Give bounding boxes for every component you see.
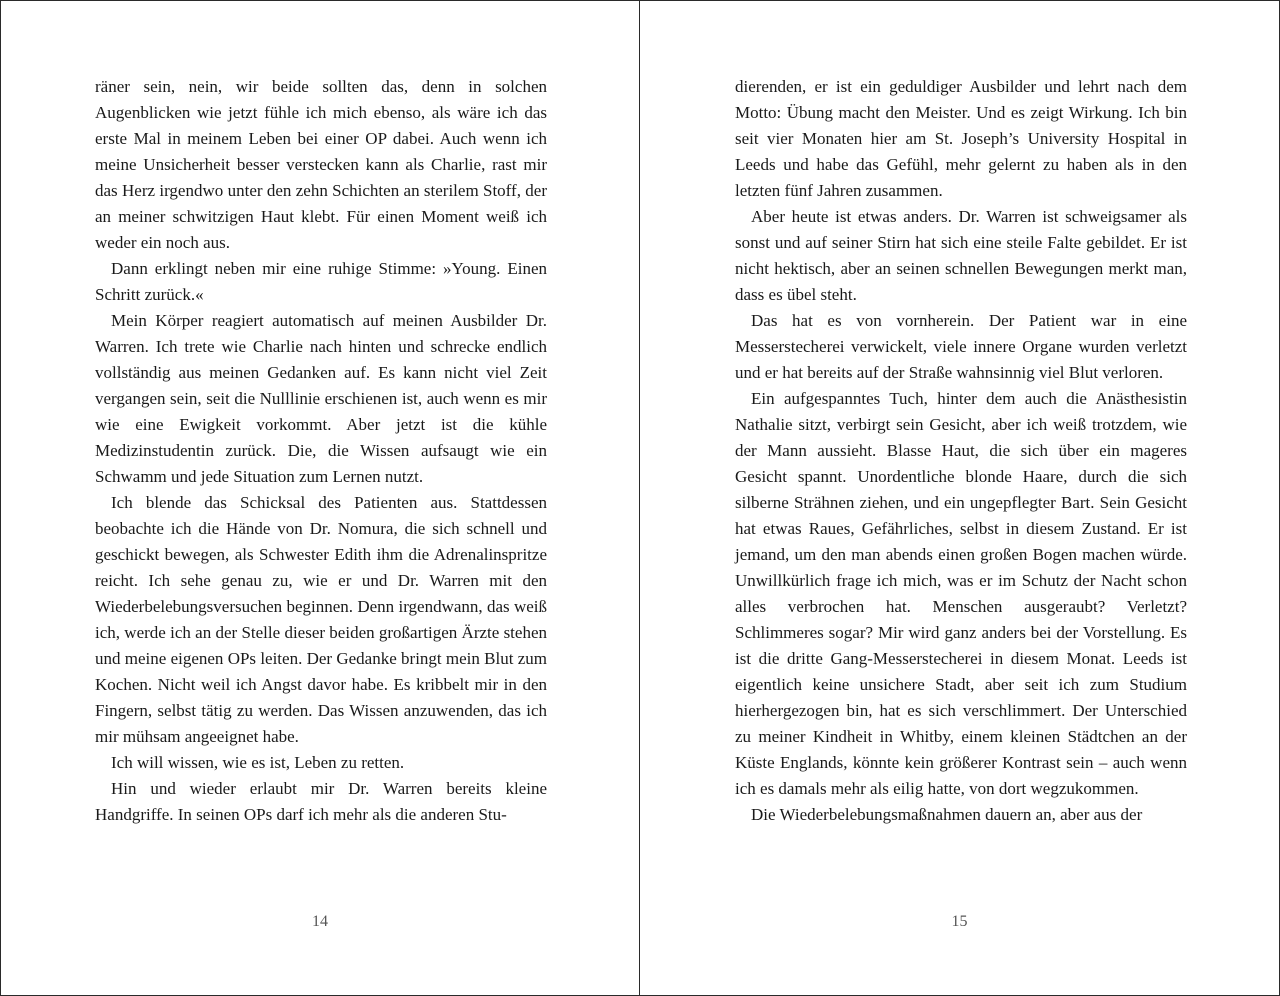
- paragraph: dierenden, er ist ein geduldiger Ausbilder und lehrt nach dem Motto: Übung macht den Meister. Und es zeigt Wirkung. Ich bin seit vier Monaten hier am St. Joseph’s University Hospital in Leeds und habe das Gefühl, mehr gelernt zu haben als in den letzten fünf Jahren zusammen.: [735, 77, 1187, 200]
- paragraph: Dann erklingt neben mir eine ruhige Stimme: »Young. Einen Schritt zurück.«: [95, 259, 547, 304]
- paragraph: Hin und wieder erlaubt mir Dr. Warren bereits kleine Handgriffe. In seinen OPs darf ich mehr als die anderen Stu-: [95, 779, 547, 824]
- paragraph: Ich will wissen, wie es ist, Leben zu retten.: [111, 753, 405, 772]
- left-page: [1, 1, 640, 995]
- paragraph: Aber heute ist etwas anders. Dr. Warren ist schweigsamer als sonst und auf seiner Stirn hat sich eine steile Falte gebildet. Er ist nicht hektisch, aber an seinen schnellen Bewegungen merkt man, dass es übel steht.: [735, 207, 1187, 304]
- paragraph: Das hat es von vornherein. Der Patient war in eine Messerstecherei verwickelt, viele innere Organe wurden verletzt und er hat bereits auf der Straße wahnsinnig viel Blut verloren.: [735, 311, 1187, 382]
- right-page: [640, 1, 1279, 995]
- right-page-text: [735, 74, 1187, 828]
- paragraph: Ich blende das Schicksal des Patienten aus. Stattdessen beobachte ich die Hände von Dr. Nomura, die sich schnell und geschickt bewegen, als Schwester Edith ihm die Adrenalinspritze reicht. Ich sehe genau zu, wie er und Dr. Warren mit den Wiederbelebungsversuchen beginnen. Denn irgendwann, das weiß ich, werde ich an der Stelle dieser beiden großartigen Ärzte stehen und meine eigenen OPs leiten. Der Gedanke bringt mein Blut zum Kochen. Nicht weil ich Angst davor habe. Es kribbelt mir in den Fingern, selbst tätig zu werden. Das Wissen anzuwenden, das ich mir mühsam angeeignet habe.: [95, 493, 547, 746]
- left-page-text: [95, 74, 547, 828]
- paragraph: räner sein, nein, wir beide sollten das, denn in solchen Augenblicken wie jetzt fühle ich mich ebenso, als wäre ich das erste Mal in meinem Leben bei einer OP dabei. Auch wenn ich meine Unsicherheit besser verstecken kann als Charlie, rast mir das Herz irgendwo unter den zehn Schichten an sterilem Stoff, der an meiner schwitzigen Haut klebt. Für einen Moment weiß ich weder ein noch aus.: [95, 77, 547, 252]
- page-number: 14: [312, 913, 328, 930]
- page-number: 15: [951, 913, 968, 930]
- paragraph: Die Wiederbelebungsmaßnahmen dauern an, aber aus der: [751, 805, 1143, 824]
- paragraph: Mein Körper reagiert automatisch auf meinen Ausbilder Dr. Warren. Ich trete wie Charlie nach hinten und schrecke endlich vollständig aus meinen Gedanken auf. Es kann nicht viel Zeit vergangen sein, seit die Nulllinie erschienen ist, auch wenn es mir wie eine Ewigkeit vorkommt. Aber jetzt ist die kühle Medizinstudentin zurück. Die, die Wissen aufsaugt wie ein Schwamm und jede Situation zum Lernen nutzt.: [95, 311, 547, 486]
- paragraph: Ein aufgespanntes Tuch, hinter dem auch die Anästhesistin Nathalie sitzt, verbirgt sein Gesicht, aber ich weiß trotzdem, wie der Mann aussieht. Blasse Haut, die sich über ein mageres Gesicht spannt. Unordentliche blonde Haare, durch die sich silberne Strähnen ziehen, und ein ungepflegter Bart. Sein Gesicht hat etwas Raues, Gefährliches, selbst in diesem Zustand. Er ist jemand, um den man abends einen großen Bogen machen würde. Unwillkürlich frage ich mich, was er im Schutz der Nacht schon alles verbrochen hat. Menschen ausgeraubt? Verletzt? Schlimmeres sogar? Mir wird ganz anders bei der Vorstellung. Es ist die dritte Gang-Messerstecherei in diesem Monat. Leeds ist eigentlich keine unsichere Stadt, aber seit ich zum Studium hierhergezogen bin, hat es sich verschlimmert. Der Unterschied zu meiner Kindheit in Whitby, einem kleinen Städtchen an der Küste Englands, könnte kein größerer Kontrast sein – auch wenn ich es damals mehr als eilig hatte, von dort wegzukommen.: [735, 389, 1187, 798]
